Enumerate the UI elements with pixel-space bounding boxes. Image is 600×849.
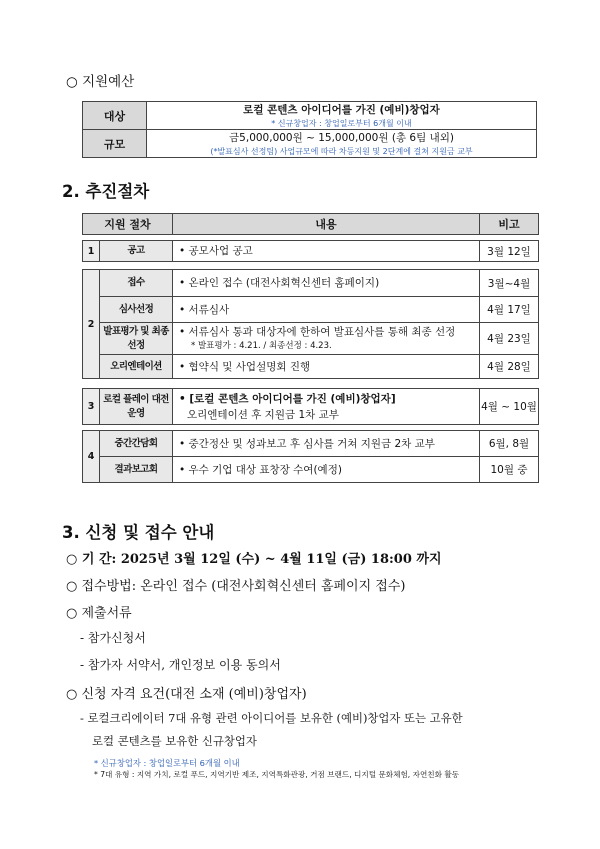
step-note: 4월 28일 [480, 355, 539, 379]
document-item: - 참가자 서약서, 개인정보 이용 동의서 [80, 658, 281, 672]
application-period: ○ 기 간: 2025년 3월 12일 (수) ~ 4월 11일 (금) 18:00 까지 [66, 552, 442, 567]
footnote-new-founder: * 신규창업자 : 창업일로부터 6개월 이내 [94, 758, 240, 768]
step-content [173, 389, 480, 425]
step-name: 오리엔테이션 [100, 355, 173, 379]
procedure-header-row [83, 214, 539, 235]
step-content: • 우수 기업 대상 표창장 수여(예정) [173, 457, 480, 483]
step-content-sub: * 발표평가 : 4.21. / 최종선정 : 4.23. [191, 341, 332, 351]
step-content-main: • [로컬 콘텐츠 아이디어를 가진 (예비)창업자] [179, 392, 396, 405]
header-step: 지원 절차 [83, 214, 173, 235]
step-name: 결과보고회 [100, 457, 173, 483]
step-note: 10월 중 [480, 457, 539, 483]
group-number: 4 [83, 431, 100, 483]
procedure-group-2 [82, 269, 539, 379]
header-content: 내용 [173, 214, 480, 235]
procedure-header-table [82, 213, 539, 235]
step-content: • 중간정산 및 성과보고 후 심사를 거쳐 지원금 2차 교부 [173, 431, 480, 457]
eligibility-line-2: 로컬 콘텐츠를 보유한 신규창업자 [92, 734, 257, 748]
group-number: 1 [83, 241, 100, 262]
step-name: 로컬 플레이 대전 운영 [100, 389, 173, 425]
group-number: 3 [83, 389, 100, 425]
application-method: ○ 접수방법: 온라인 접수 (대전사회혁신센터 홈페이지 접수) [66, 579, 406, 594]
budget-scale-main: 금5,000,000원 ~ 15,000,000원 (총 6팀 내외) [229, 132, 454, 144]
step-content: • 서류심사 [173, 297, 480, 323]
step-name: 심사선정 [100, 297, 173, 323]
step-note: 3월 12일 [480, 241, 539, 262]
budget-scale-sub: (*발표심사 선정팀) 사업규모에 따라 차등지원 및 2단계에 걸쳐 지원금 교부 [210, 147, 473, 156]
step-note: 3월~4월 [480, 270, 539, 297]
table-row [83, 270, 539, 297]
budget-value-scale [147, 130, 537, 158]
table-row [83, 241, 539, 262]
budget-target-main: 로컬 콘텐츠 아이디어를 가진 (예비)창업자 [243, 104, 440, 116]
step-name: 접수 [100, 270, 173, 297]
budget-target-sub: * 신규창업자 : 창업일로부터 6개월 이내 [271, 119, 412, 128]
document-item: - 참가신청서 [80, 631, 146, 645]
budget-label-target: 대상 [83, 102, 147, 130]
step-name: 발표평가 및 최종선정 [100, 323, 173, 355]
procedure-group-3 [82, 388, 539, 425]
step-note: 6월, 8월 [480, 431, 539, 457]
step-content: • 온라인 접수 (대전사회혁신센터 홈페이지) [173, 270, 480, 297]
step-note: 4월 17일 [480, 297, 539, 323]
step-name: 중간간담회 [100, 431, 173, 457]
budget-table [82, 101, 537, 158]
step-content: • 공모사업 공고 [173, 241, 480, 262]
step-content [173, 323, 480, 355]
step-name: 공고 [100, 241, 173, 262]
table-row [83, 297, 539, 323]
table-row [83, 457, 539, 483]
step-content: • 협약식 및 사업설명회 진행 [173, 355, 480, 379]
step-note: 4월 ~ 10월 [480, 389, 539, 425]
budget-row-scale [83, 130, 537, 158]
table-row [83, 355, 539, 379]
procedure-group-4 [82, 430, 539, 483]
step-content-line2: 오리엔테이션 후 지원금 1차 교부 [187, 408, 339, 421]
budget-row-target [83, 102, 537, 130]
group-number: 2 [83, 270, 100, 379]
table-row [83, 323, 539, 355]
footnote-seven-types: * 7대 유형 : 지역 가치, 로컬 푸드, 지역기반 제조, 지역특화관광, 거점 브랜드, 디지털 문화체험, 자연친화 활동 [94, 770, 460, 779]
table-row [83, 431, 539, 457]
budget-heading: ○ 지원예산 [66, 74, 135, 90]
budget-label-scale: 규모 [83, 130, 147, 158]
eligibility-line-1: - 로컬크리에이터 7대 유형 관련 아이디어를 보유한 (예비)창업자 또는 고유한 [80, 711, 463, 725]
header-note: 비고 [480, 214, 539, 235]
eligibility-heading: ○ 신청 자격 요건(대전 소재 (예비)창업자) [66, 687, 307, 702]
budget-value-target [147, 102, 537, 130]
documents-heading: ○ 제출서류 [66, 606, 132, 621]
procedure-group-1 [82, 240, 539, 262]
application-title: 3. 신청 및 접수 안내 [62, 523, 215, 542]
procedure-title: 2. 추진절차 [62, 182, 150, 201]
step-content-main: • 서류심사 통과 대상자에 한하여 발표심사를 통해 최종 선정 [179, 326, 456, 338]
step-note: 4월 23일 [480, 323, 539, 355]
table-row [83, 389, 539, 425]
